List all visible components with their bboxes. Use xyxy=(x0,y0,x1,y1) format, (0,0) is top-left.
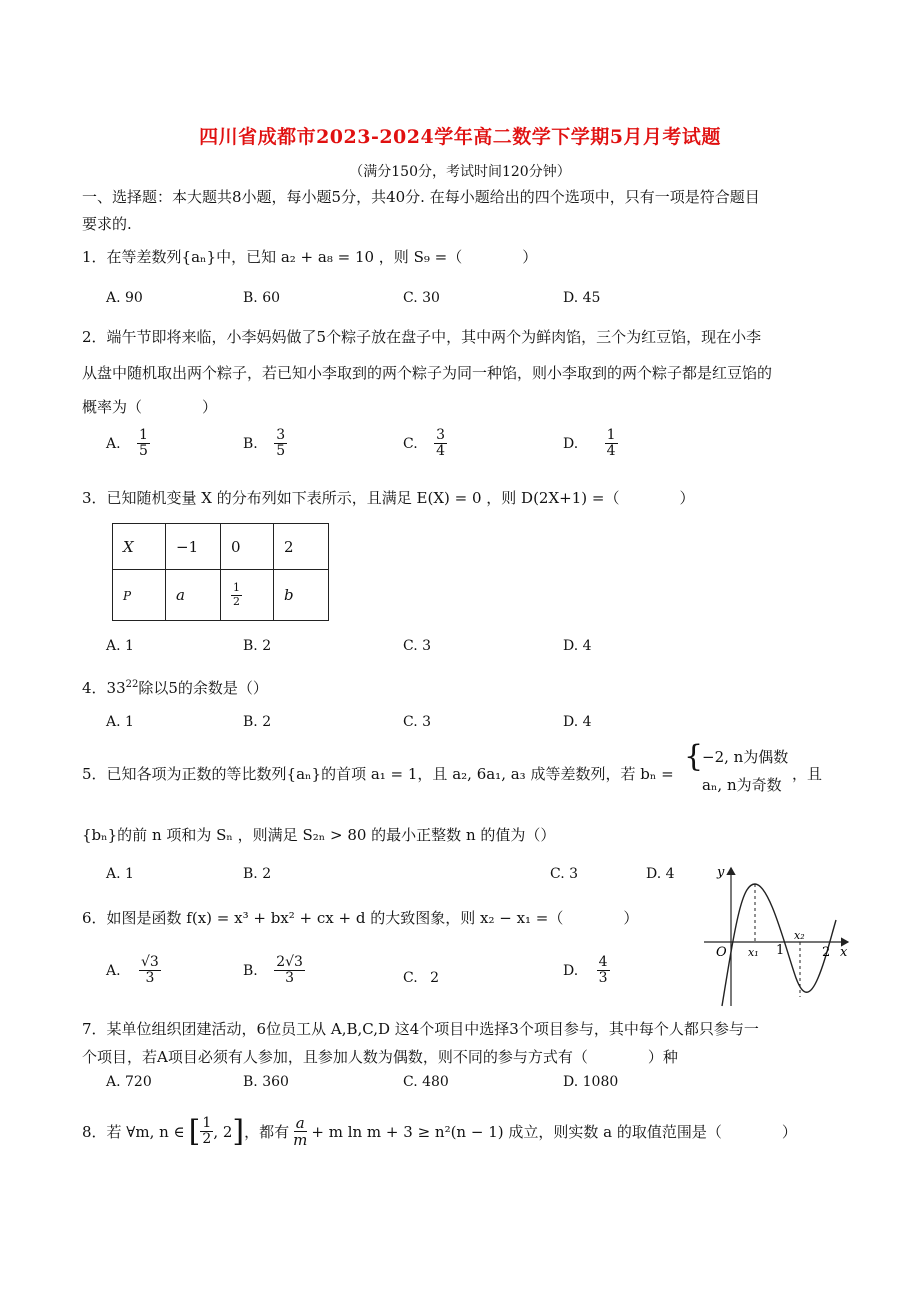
fraction-denominator: 2 xyxy=(233,594,240,608)
q7-option-c[interactable]: C. 480 xyxy=(403,1074,449,1090)
question-text: 除以5的余数是（） xyxy=(138,679,268,697)
tick-label-two: 2 xyxy=(822,945,831,960)
fraction-denominator: 3 xyxy=(598,970,608,987)
table-row xyxy=(113,524,329,570)
q5-option-b[interactable]: B. 2 xyxy=(243,866,272,882)
table-cell: P xyxy=(123,589,132,603)
bracket-close: ] xyxy=(232,1114,245,1149)
q1-option-c[interactable]: C. 30 xyxy=(403,290,440,306)
x1-label: x₁ xyxy=(748,946,759,959)
q6-option-a[interactable] xyxy=(106,955,161,987)
tick-label-one: 1 xyxy=(776,943,785,958)
q5-option-c[interactable]: C. 3 xyxy=(550,866,579,882)
table-row xyxy=(113,570,329,621)
exam-info: （满分150分，考试时间120分钟） xyxy=(349,164,571,180)
fraction-denominator: 3 xyxy=(285,970,295,987)
question-3-stem: 3．已知随机变量 X 的分布列如下表所示，且满足 E(X) = 0 ，则 D(2X+1) =（ ） xyxy=(82,489,695,507)
table-cell: a xyxy=(176,586,185,604)
q1-option-a[interactable]: A. 90 xyxy=(106,290,143,306)
question-text: ，都有 xyxy=(244,1123,290,1141)
table-cell: b xyxy=(284,586,294,604)
question-7-stem-cont: 个项目，若A项目必须有人参加，且参加人数为偶数，则不同的参与方式有（ ）种 xyxy=(82,1048,678,1066)
fraction-numerator: 3 xyxy=(436,427,446,443)
interval-end: , 2 xyxy=(213,1122,233,1141)
fraction-numerator: 2√3 xyxy=(276,954,303,970)
q3-option-d[interactable]: D. 4 xyxy=(563,638,592,654)
q3-option-a[interactable]: A. 1 xyxy=(106,638,134,654)
q6-option-d[interactable] xyxy=(563,955,610,987)
question-5-stem: 5．已知各项为正数的等比数列{aₙ}的首项 a₁ = 1，且 a₂, 6a₁, a₃ 成等差数列，若 bₙ = xyxy=(82,765,674,783)
question-number: 4． xyxy=(82,679,107,697)
question-7-stem: 7．某单位组织团建活动，6位员工从 A,B,C,D 这4个项目中选择3个项目参与，其中每个人都只参与一 xyxy=(82,1020,759,1038)
q6-option-c[interactable] xyxy=(403,970,439,986)
x2-label: x₂ xyxy=(794,929,805,942)
q5-option-a[interactable]: A. 1 xyxy=(106,866,134,882)
q6-option-b[interactable] xyxy=(243,955,305,987)
fraction-numerator: a xyxy=(295,1113,305,1132)
q4-option-a[interactable]: A. 1 xyxy=(106,714,134,730)
question-text: + m ln m + 3 ≥ n²(n − 1) 成立，则实数 a 的取值范围是（ ） xyxy=(311,1123,797,1141)
fraction-denominator: 5 xyxy=(276,443,286,460)
question-2-stem-cont: 从盘中随机取出两个粽子，若已知小李取到的两个粽子为同一种馅，则小李取到的两个粽子都是红豆馅的 xyxy=(82,364,773,382)
power-exponent: 22 xyxy=(125,679,139,690)
option-label: D. xyxy=(563,962,579,979)
q7-option-d[interactable]: D. 1080 xyxy=(563,1074,619,1090)
question-2-stem: 2．端午节即将来临，小李妈妈做了5个粽子放在盘子中，其中两个为鲜肉馅，三个为红豆馅，现在小李 xyxy=(82,328,762,346)
brace-symbol: { xyxy=(684,739,704,774)
fraction-denominator: 4 xyxy=(606,443,616,460)
fraction-numerator: 1 xyxy=(139,427,148,443)
q4-option-d[interactable]: D. 4 xyxy=(563,714,592,730)
fraction-numerator: 3 xyxy=(276,427,286,443)
question-5-tail: ，且 xyxy=(792,765,823,783)
table-cell: −1 xyxy=(166,524,221,570)
cubic-function-graph xyxy=(700,860,860,1010)
y-axis-label: y xyxy=(717,865,725,880)
question-2-stem-end: 概率为（ ） xyxy=(82,398,218,416)
q3-option-c[interactable]: C. 3 xyxy=(403,638,432,654)
q7-option-b[interactable]: B. 360 xyxy=(243,1074,289,1090)
fraction-denominator: 4 xyxy=(436,443,446,460)
distribution-table xyxy=(112,523,329,621)
question-8-stem xyxy=(82,1114,797,1149)
q5-option-d[interactable]: D. 4 xyxy=(646,866,675,882)
q2-option-b[interactable] xyxy=(243,428,287,460)
q4-option-c[interactable]: C. 3 xyxy=(403,714,432,730)
option-label: A. xyxy=(106,962,121,979)
origin-label: O xyxy=(716,945,727,960)
fraction-numerator: 1 xyxy=(233,581,240,595)
x-axis-label: x xyxy=(840,945,848,960)
table-cell: X xyxy=(123,537,134,556)
option-label: C. xyxy=(403,435,418,452)
fraction-denominator: m xyxy=(293,1131,308,1149)
q2-option-c[interactable] xyxy=(403,428,447,460)
option-label: C. xyxy=(403,970,418,986)
question-text: 8．若 ∀m, n ∈ xyxy=(82,1123,185,1141)
bracket-open: [ xyxy=(188,1114,201,1149)
fraction-numerator: √3 xyxy=(141,954,159,970)
page-title: 四川省成都市2023-2024学年高二数学下学期5月月考试题 xyxy=(199,126,721,148)
question-4-stem xyxy=(82,677,268,698)
table-cell: 0 xyxy=(221,524,274,570)
fraction-denominator: 5 xyxy=(139,443,148,460)
power-base: 33 xyxy=(106,679,126,697)
question-6-stem: 6．如图是函数 f(x) = x³ + bx² + cx + d 的大致图象，则 x₂ − x₁ =（ ） xyxy=(82,909,639,927)
q3-option-b[interactable]: B. 2 xyxy=(243,638,272,654)
piecewise-case-even: −2, n为偶数 xyxy=(702,748,789,766)
q4-option-b[interactable]: B. 2 xyxy=(243,714,272,730)
q1-option-d[interactable]: D. 45 xyxy=(563,290,601,306)
fraction-denominator: 3 xyxy=(145,970,155,987)
section-instructions-cont: 要求的. xyxy=(82,215,132,233)
fraction-denominator: 2 xyxy=(202,1131,212,1147)
fraction-numerator: 1 xyxy=(202,1114,212,1131)
question-5-stem-cont: {bₙ}的前 n 项和为 Sₙ ，则满足 S₂ₙ > 80 的最小正整数 n 的值为（） xyxy=(82,826,556,844)
option-label: B. xyxy=(243,962,258,979)
q7-option-a[interactable]: A. 720 xyxy=(106,1074,152,1090)
option-label: D. xyxy=(563,435,579,452)
q2-option-a[interactable] xyxy=(106,428,150,460)
option-label: B. xyxy=(243,435,258,452)
question-1-stem: 1．在等差数列{aₙ}中，已知 a₂ + a₈ = 10 ，则 S₉ =（ ） xyxy=(82,248,538,266)
piecewise-case-odd: aₙ, n为奇数 xyxy=(702,776,782,794)
option-label: A. xyxy=(106,435,121,452)
table-cell: 2 xyxy=(274,524,329,570)
q1-option-b[interactable]: B. 60 xyxy=(243,290,281,306)
section-instructions: 一、选择题：本大题共8小题，每小题5分，共40分. 在每小题给出的四个选项中，只有一项是符合题目 xyxy=(82,188,760,206)
fraction-numerator: 4 xyxy=(598,954,608,970)
q2-option-d[interactable] xyxy=(563,428,618,460)
option-value: 2 xyxy=(430,970,440,986)
fraction-numerator: 1 xyxy=(606,427,616,443)
